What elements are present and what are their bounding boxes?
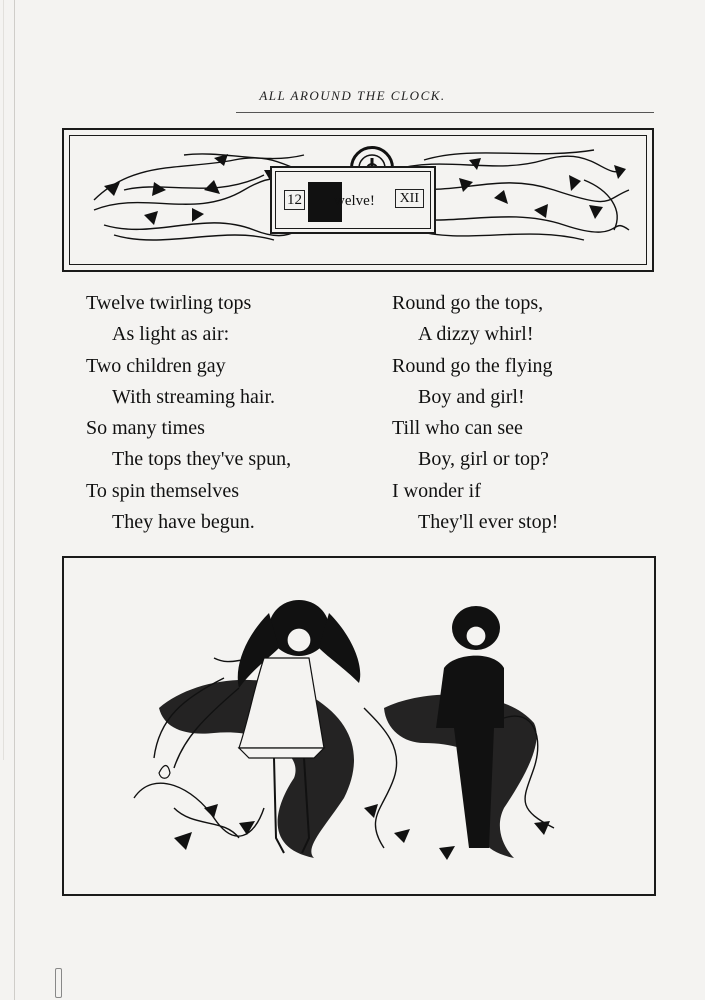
clock-numeral-plate bbox=[270, 166, 436, 234]
poem-line: As light as air: bbox=[112, 323, 230, 346]
poem-line: Boy and girl! bbox=[418, 385, 525, 408]
poem-line: Till who can see bbox=[392, 417, 523, 440]
poem-line: Round go the flying bbox=[392, 354, 553, 377]
poem-line: Boy, girl or top? bbox=[418, 448, 549, 471]
page-edge-line bbox=[14, 0, 15, 1000]
plate-word: welve! bbox=[334, 193, 375, 209]
poem-line: So many times bbox=[86, 417, 205, 440]
illustration-drawing bbox=[64, 558, 654, 894]
running-head: ALL AROUND THE CLOCK. bbox=[259, 88, 446, 103]
poem-line: To spin themselves bbox=[86, 479, 240, 502]
poem-line: With streaming hair. bbox=[112, 385, 276, 408]
poem-line: Two children gay bbox=[86, 354, 226, 377]
poem-line: They'll ever stop! bbox=[418, 511, 559, 534]
arabic-numeral: 12 bbox=[284, 190, 305, 210]
poem-column-left bbox=[86, 288, 291, 538]
poem-column-right bbox=[392, 288, 558, 538]
head-rule bbox=[236, 112, 654, 113]
poem-line: The tops they've spun, bbox=[112, 448, 292, 471]
poem-line: A dizzy whirl! bbox=[418, 323, 534, 346]
page-bottom-mark bbox=[55, 968, 62, 998]
poem-line: I wonder if bbox=[392, 479, 481, 502]
children-spinning-tops-illustration bbox=[62, 556, 656, 896]
page-edge-line-outer bbox=[3, 0, 4, 760]
roman-numeral: XII bbox=[395, 189, 424, 208]
poem-line: Round go the tops, bbox=[392, 292, 544, 314]
poem-line: They have begun. bbox=[112, 511, 255, 534]
poem-line: Twelve twirling tops bbox=[86, 292, 252, 314]
